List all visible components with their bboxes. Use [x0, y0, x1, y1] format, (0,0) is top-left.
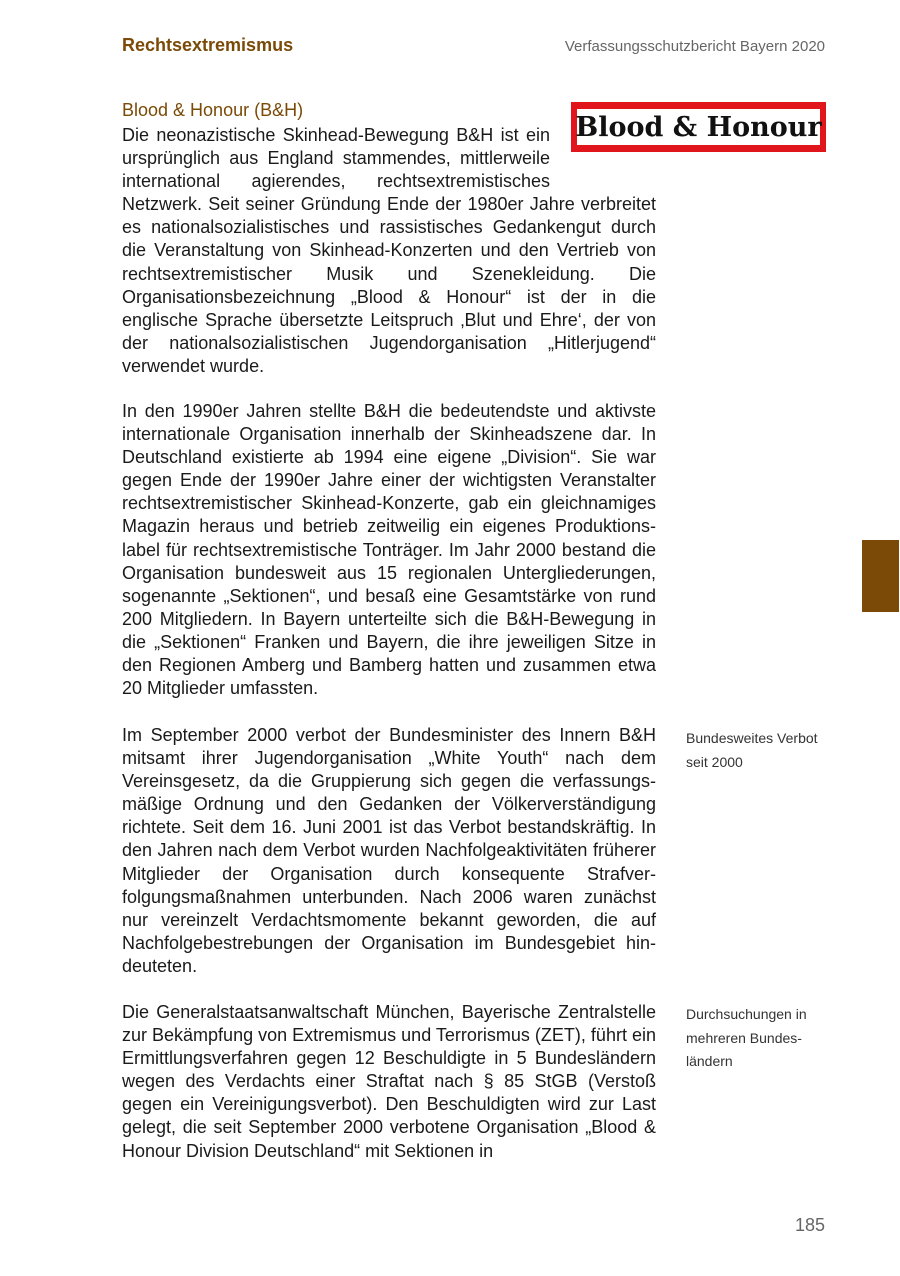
chapter-side-tab [862, 540, 899, 612]
running-header-report-title: Verfassungsschutzbericht Bayern 2020 [564, 38, 825, 55]
section-heading: Blood & Honour (B&H) [122, 100, 304, 120]
paragraph-intro [122, 124, 656, 378]
paragraph-investigation: Die Generalstaatsanwaltschaft München, Bayerische Zentralstelle zur Bekämpfung von Extremismus und Terrorismus (ZET), führt ein Ermittlungsverfahren gegen 12 Beschuldigte in 5 Bundesländern wegen des Verdachts einer Straftat nach § 85 StGB (Verstoß gegen ein Vereinigungsverbot). Den Beschuldigten wird zur Last gelegt, die seit September 2000 verbotene Organisation „Blood & Honour Division Deutschland“ mit Sektionen in [122, 1002, 656, 1161]
paragraph-ban: Im September 2000 verbot der Bundesminister des Innern B&H mitsamt ihrer Jugendorganisation „White Youth“ nach dem Vereinsgesetz, da die Gruppierung sich gegen die verfassungsmäßige Ordnung und den Gedanken der Völkerverständigung richtete. Seit dem 16. Juni 2001 ist das Verbot bestandskräftig. In den Jahren nach dem Verbot wurden Nachfolgeaktivitäten früherer Mitglieder der Organisation durch konsequente Strafverfolgungsmaßnahmen unterbunden. Nach 2006 waren zunächst nur vereinzelt Verdachtsmomente bekannt geworden, die auf Nachfolgebestrebungen der Organisation im Bundesgebiet hindeuteten. [122, 725, 656, 976]
logo-wrap-spacer [550, 124, 656, 193]
margin-note-ban: Bundesweites Verbot seit 2000 [686, 730, 818, 770]
logo-text: Blood & Honour [575, 111, 822, 143]
paragraph-history: In den 1990er Jahren stellte B&H die bedeutendste und aktivste internationale Organisation innerhalb der Skinheadszene dar. In Deutschland existierte ab 1994 eine eigene „Division“. Sie war gegen Ende der 1990er Jahre einer der wichtigsten Veranstalter rechtsextremistischer Skinhead-Konzerte, gab ein gleichnamiges Magazin heraus und betrieb zeitweilig ein eigenes Produktionslabel für rechtsextremistische Tonträger. Im Jahr 2000 bestand die Organisation bundesweit aus 15 regionalen Untergliederungen, sogenannte „Sektionen“, und besaß eine Gesamtstärke von rund 200 Mitgliedern. In Bayern unterteilte sich die B&H-Bewegung in die „Sektionen“ Franken und Bayern, die ihre jeweiligen Sitze in den Regionen Amberg und Bamberg hatten und zusammen etwa 20 Mitglieder umfassten. [122, 401, 656, 699]
paragraph-intro-text: Die neonazistische Skinhead-Bewegung B&H ist ein ursprünglich aus England stammendes, mittlerweile international agierendes, rechtsextremistisches Netzwerk. Seit seiner Gründung Ende der 1980er Jahre verbreitet es nationalsozialistisches und rassistisches Gedankengut durch die Veranstaltung von Skinhead-Konzerten und den Vertrieb von rechtsextremistischer Musik und Szenekleidung. Die Organisationsbezeichnung „Blood & Honour“ ist der in die englische Sprache übersetzte Leitspruch ‚Blut und Ehre‘, der von der nationalsozialistischen Jugendorganisation „Hitlerjugend“ verwendet wurde. [122, 125, 656, 376]
margin-note-searches: Durchsuchungen in mehreren Bundesländern [686, 1006, 807, 1069]
running-header-section: Rechtsextremismus [122, 35, 294, 55]
page-number: 185 [794, 1215, 825, 1235]
